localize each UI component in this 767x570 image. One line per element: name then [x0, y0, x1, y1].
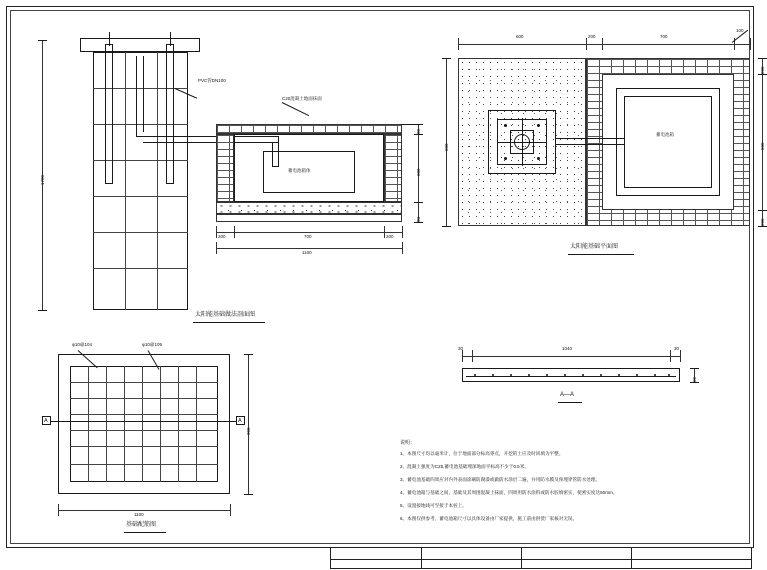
dim-700-text: 700: [304, 234, 312, 239]
section-mark-a-right: A: [238, 418, 242, 424]
plan-dim-200-bottom-text: 200: [760, 218, 765, 226]
section-mark-a-left: A: [44, 418, 48, 424]
rebar-dim-900-text: 900: [246, 427, 251, 435]
aa-dim-30-right-text: 30: [674, 346, 680, 351]
aa-dim-60-text: 60: [692, 376, 697, 382]
aa-dim-1040-text: 1040: [562, 346, 573, 351]
plan-view: [440, 26, 765, 276]
note-item-6: 6、本图仅供参考，蓄电池箱尺寸以具体设备由厂家提供，施工前由供货厂家核对无误。: [400, 516, 578, 521]
note-item-4: 4、蓄电池箱与基础之间，基础及其周围混凝土抹面，四周用防水涂料或防水胶填密实，使密实度达50mm。: [400, 490, 618, 495]
note-item-5: 5、设置接地线可至接于本桩上。: [400, 503, 467, 508]
plan-view-caption: 太阳能基础平面图: [570, 244, 619, 250]
notes-heading: 说明：: [400, 440, 416, 446]
column-cap: [80, 38, 200, 52]
anchor-bolt-dot-tl: [504, 124, 507, 127]
pvc-conduit-vertical: [136, 56, 137, 136]
anchor-bolt-dot-tr: [537, 124, 540, 127]
foundation-wall-right: [384, 134, 402, 202]
conduit-plan-bottom: [556, 144, 624, 145]
anchor-bolt-left: [105, 44, 113, 184]
gravel-bedding-layer: [216, 202, 402, 214]
plan-dim-200-text: 200: [588, 34, 596, 39]
section-a-a-view: [440, 340, 740, 420]
aa-slab-outline: [462, 368, 680, 382]
dim-1100-text: 1100: [302, 250, 312, 255]
pvc-pipe-callout: PVC管DN100: [198, 78, 226, 83]
plan-dim-500-text: 500: [760, 142, 765, 150]
concrete-screed-layer: [216, 124, 402, 134]
section-view: [30, 20, 420, 320]
base-slab-layer: [216, 214, 402, 222]
rebar-callout-1: φ10@104: [72, 342, 92, 347]
title-block: [330, 547, 752, 569]
notes-block: [400, 440, 745, 540]
plan-dim-600-text: 600: [516, 34, 524, 39]
aa-dim-30-left-text: 30: [458, 346, 464, 351]
dim-200-left-text: 200: [218, 234, 226, 239]
rebar-plan-view: [30, 340, 290, 530]
rebar-dim-1100-text: 1100: [134, 512, 144, 517]
pvc-conduit-horizontal: [136, 136, 216, 137]
plan-dim-200-top-text: 200: [760, 66, 765, 74]
note-item-1: 1、本图尺寸均以毫米计，位于地面部分标高零点，开挖的土应及时回填为平整。: [400, 451, 564, 456]
dim-200-right-text: 200: [386, 234, 394, 239]
rebar-plan-caption: 基础配筋图: [126, 522, 157, 528]
battery-box-plan-label: 蓄电池箱: [656, 132, 674, 137]
conduit-plan-top: [556, 138, 624, 139]
plan-dim-700-text: 700: [660, 34, 668, 39]
section-view-caption: 太阳能基础做法剖面图: [195, 312, 256, 318]
concrete-surface-callout: C20混凝土地面抹面: [282, 96, 322, 101]
note-item-2: 2、混凝土强度为C25,蓄电池基础埋深地面平标高不少于0.5米。: [400, 464, 529, 469]
battery-box-label: 蓄电池箱体: [288, 168, 311, 173]
dim-1700-text: 1700: [40, 174, 45, 185]
anchor-bolt-right: [166, 44, 174, 184]
anchor-bolt-dot-bl: [504, 157, 507, 160]
plan-dim-600-v-text: 600: [444, 143, 449, 151]
anchor-bolt-dot-br: [537, 157, 540, 160]
section-a-a-caption: A—A: [560, 392, 575, 398]
note-item-3: 3、蓄电池基础四周应对内外表面涂刷防腐漆或做防水涂层二遍，并用防水膜及预埋穿管防水处理。: [400, 477, 601, 482]
foundation-wall-left: [216, 134, 234, 202]
dim-80-top-text: 80: [416, 128, 421, 134]
rebar-callout-2: φ10@105: [142, 342, 162, 347]
dim-600-text: 600: [416, 168, 421, 176]
battery-box-plan-inner: [624, 96, 712, 188]
dim-80-bottom-text: 80: [416, 216, 421, 222]
plan-dim-100-text: 100: [736, 28, 744, 33]
